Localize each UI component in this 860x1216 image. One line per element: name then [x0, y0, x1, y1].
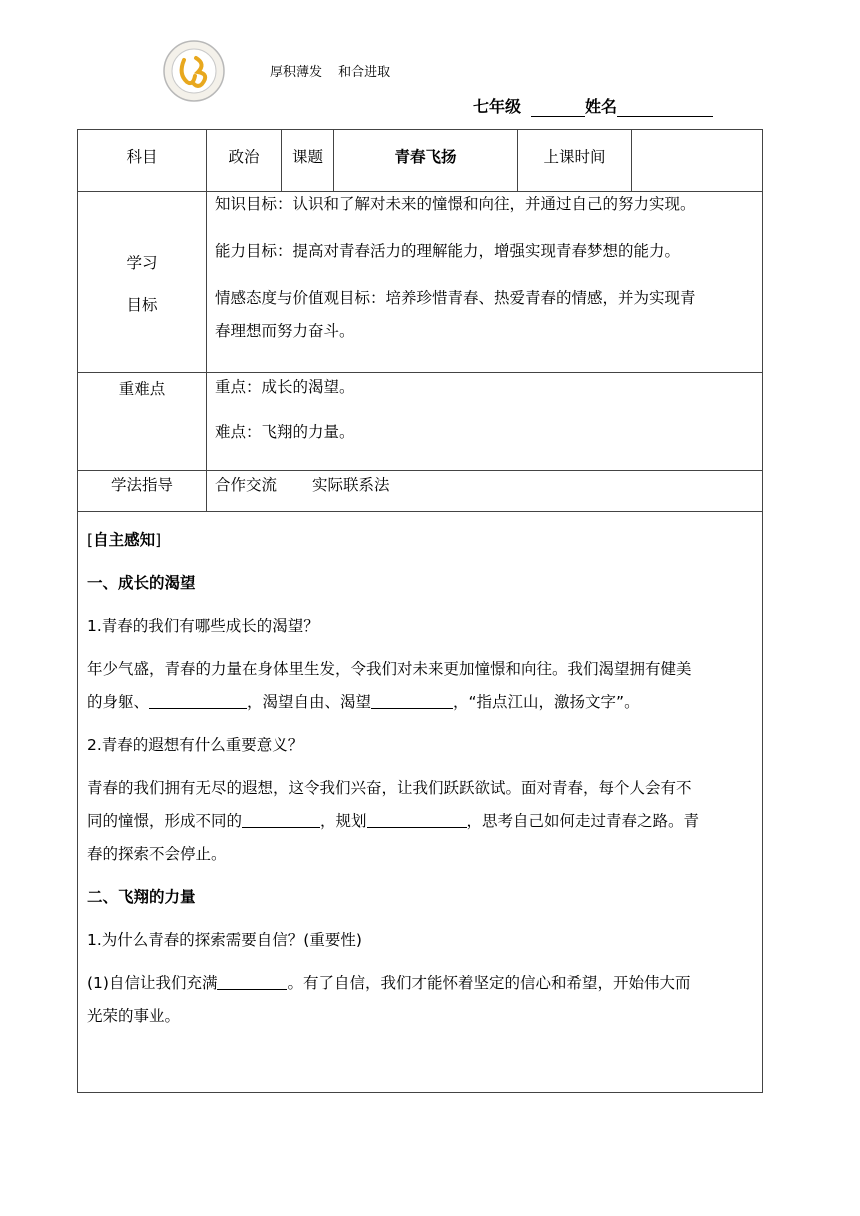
goals-content: [207, 192, 762, 372]
school-logo: [163, 40, 225, 102]
fill-blank-4[interactable]: [367, 811, 467, 828]
info-row: [78, 130, 762, 192]
fill-blank-2[interactable]: [371, 692, 453, 709]
fill-blank-5[interactable]: [217, 973, 287, 990]
subject-label: 科目: [78, 130, 207, 191]
fill-blank-1[interactable]: [149, 692, 247, 709]
motto-part-1: 厚积薄发: [270, 65, 323, 80]
answer-2-line1: 青春的我们拥有无尽的遐想，这令我们兴奋，让我们跃跃欲试。面对青春，每个人会有不: [87, 779, 692, 797]
answer-3-line1: [87, 967, 754, 1000]
name-label: 姓名: [585, 97, 618, 116]
school-motto: [270, 61, 390, 80]
answer-2-text-c: ，思考自己如何走过青春之路。青: [466, 812, 700, 830]
answer-2-text-a: 同的憧憬，形成不同的: [87, 812, 243, 830]
topic-value: 青春飞扬: [334, 130, 518, 191]
section2-title: 二、飞翔的力量: [87, 888, 196, 906]
answer-1-text-b: ，渴望自由、渴望: [247, 693, 372, 711]
subject-value: 政治: [207, 130, 282, 191]
goals-row: [78, 192, 762, 373]
answer-3-text-a: (1)自信让我们充满: [87, 974, 218, 992]
answer-3-line2: 光荣的事业。: [87, 1007, 181, 1025]
motto-part-2: 和合进取: [338, 65, 391, 80]
goals-label: [78, 192, 207, 372]
class-blank[interactable]: [531, 98, 585, 117]
method-content: [207, 471, 762, 511]
goals-label-line2: 目标: [126, 296, 158, 314]
focus-point: 重点：成长的渴望。: [215, 378, 355, 396]
method-item-1: 合作交流: [215, 476, 278, 494]
fill-blank-3[interactable]: [242, 811, 320, 828]
bracket-close: ]: [155, 531, 162, 549]
emotion-goal-line1: 情感态度与价值观目标：培养珍惜青春、热爱青春的情感，并为实现青: [215, 289, 696, 307]
self-study-section: [78, 512, 762, 1092]
method-item-2: 实际联系法: [311, 476, 390, 494]
goals-label-line1: 学习: [126, 254, 158, 272]
grade-label: 七年级: [473, 97, 522, 116]
answer-2-line3: 春的探索不会停止。: [87, 845, 227, 863]
answer-1-line1: 年少气盛，青春的力量在身体里生发，令我们对未来更加憧憬和向往。我们渴望拥有健美: [87, 660, 692, 678]
keypoints-label: 重难点: [78, 373, 207, 470]
method-row: [78, 471, 762, 512]
answer-3-text-b: 。有了自信，我们才能怀着坚定的信心和希望，开始伟大而: [287, 974, 691, 992]
time-label: 上课时间: [518, 130, 632, 191]
time-value[interactable]: [632, 130, 762, 191]
ability-goal: 能力目标：提高对青春活力的理解能力，增强实现青春梦想的能力。: [215, 242, 681, 260]
method-label: 学法指导: [78, 471, 207, 511]
emotion-goal-line2: 春理想而努力奋斗。: [215, 322, 355, 340]
difficulty-point: 难点：飞翔的力量。: [215, 423, 355, 441]
answer-1-text-c: ，“指点江山，激扬文字”。: [453, 693, 640, 711]
question-1: 1.青春的我们有哪些成长的渴望？: [87, 617, 319, 635]
topic-label: 课题: [282, 130, 334, 191]
self-study-heading: [87, 524, 754, 557]
question-2: 2.青春的遐想有什么重要意义？: [87, 736, 304, 754]
answer-2-text-b: ，规划: [320, 812, 367, 830]
knowledge-goal: 知识目标：认识和了解对未来的憧憬和向往，并通过自己的努力实现。: [215, 195, 696, 213]
answer-1-line2: [87, 686, 754, 719]
bracket-open: [: [87, 531, 94, 549]
lesson-plan-table: [77, 129, 763, 1093]
answer-1-text-a: 的身躯、: [87, 693, 150, 711]
question-3: 1.为什么青春的探索需要自信？(重要性): [87, 931, 362, 949]
answer-2-line2: [87, 805, 754, 838]
section1-title: 一、成长的渴望: [87, 574, 196, 592]
student-info-line: [473, 94, 713, 117]
keypoints-content: [207, 373, 762, 470]
name-blank[interactable]: [617, 98, 713, 117]
self-study-title: 自主感知: [93, 531, 156, 549]
keypoints-row: [78, 373, 762, 471]
